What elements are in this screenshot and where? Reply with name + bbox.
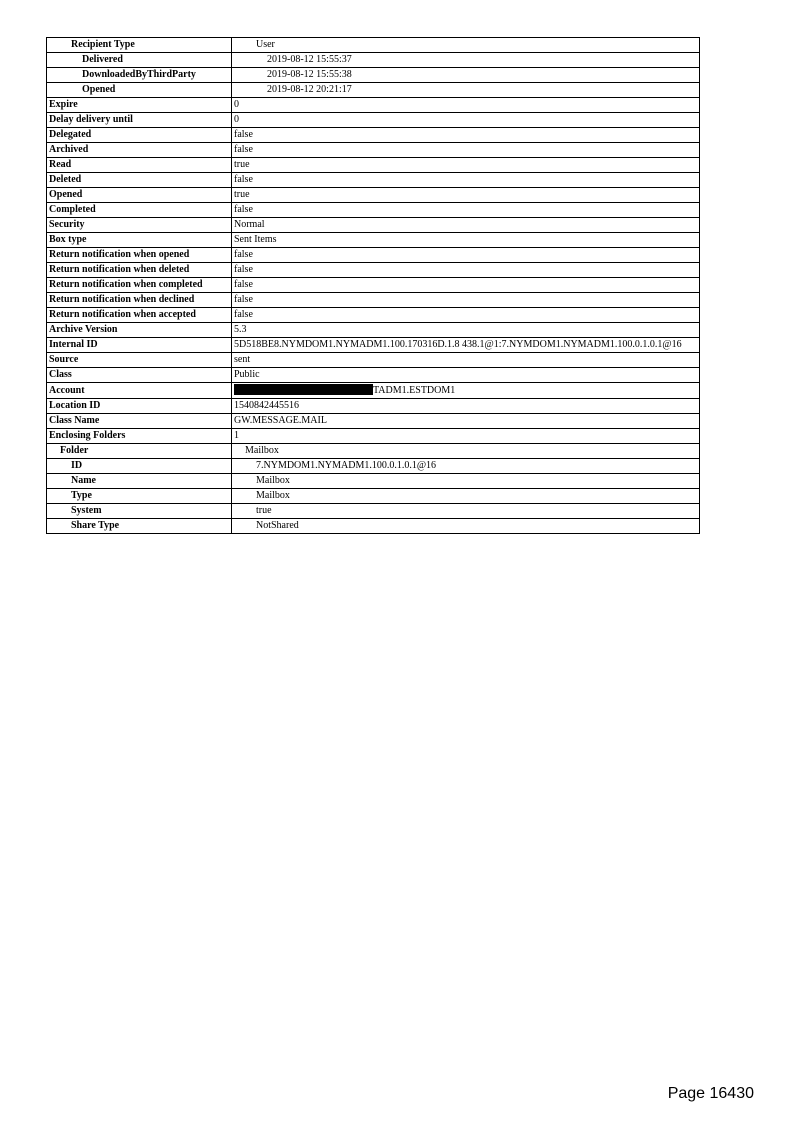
table-row [47,143,700,158]
table-row [47,429,700,444]
table-row [47,98,700,113]
property-value: 2019-08-12 15:55:37 [232,53,700,68]
property-key: Internal ID [47,338,232,353]
property-key: Enclosing Folders [47,429,232,444]
property-key: Class Name [47,414,232,429]
property-value: 0 [232,113,700,128]
property-value: NotShared [232,519,700,534]
table-row [47,444,700,459]
table-row [47,218,700,233]
properties-table [46,37,700,534]
property-value: 5.3 [232,323,700,338]
table-row [47,128,700,143]
property-key: Name [47,474,232,489]
table-row [47,248,700,263]
property-key: Folder [47,444,232,459]
property-key: Delegated [47,128,232,143]
property-value: 1540842445516 [232,399,700,414]
property-value: false [232,203,700,218]
table-row [47,53,700,68]
property-value: 5D518BE8.NYMDOM1.NYMADM1.100.170316D.1.8 438.1@1:7.NYMDOM1.NYMADM1.100.0.1.0.1@16 [232,338,700,353]
property-value: 2019-08-12 20:21:17 [232,83,700,98]
property-value: false [232,308,700,323]
property-value: false [232,278,700,293]
table-row [47,173,700,188]
property-value: false [232,293,700,308]
property-key: Archive Version [47,323,232,338]
table-row [47,113,700,128]
table-row [47,203,700,218]
table-row [47,158,700,173]
property-key: Expire [47,98,232,113]
property-key: Archived [47,143,232,158]
property-value: Normal [232,218,700,233]
property-key: Share Type [47,519,232,534]
property-value: Mailbox [232,444,700,459]
property-key: System [47,504,232,519]
table-row [47,414,700,429]
table-row [47,383,700,399]
table-row [47,353,700,368]
table-row [47,188,700,203]
property-value: false [232,128,700,143]
property-key: Opened [47,188,232,203]
table-row [47,68,700,83]
property-value: Mailbox [232,489,700,504]
table-row [47,368,700,383]
property-key: ID [47,459,232,474]
property-key: Class [47,368,232,383]
property-key: Security [47,218,232,233]
property-key: Recipient Type [47,38,232,53]
property-value: Public [232,368,700,383]
property-value: Sent Items [232,233,700,248]
table-row [47,263,700,278]
property-value: false [232,143,700,158]
table-row [47,83,700,98]
property-key: Source [47,353,232,368]
property-value: true [232,504,700,519]
property-key: Read [47,158,232,173]
table-row [47,38,700,53]
table-row [47,338,700,353]
property-key: Return notification when declined [47,293,232,308]
page-number: Page 16430 [667,1085,754,1102]
table-row [47,459,700,474]
redaction-block [234,384,373,395]
property-value: User [232,38,700,53]
table-row [47,489,700,504]
table-row [47,519,700,534]
property-value: false [232,173,700,188]
table-row [47,323,700,338]
property-key: Deleted [47,173,232,188]
property-value: GW.MESSAGE.MAIL [232,414,700,429]
property-value: false [232,263,700,278]
property-value: 2019-08-12 15:55:38 [232,68,700,83]
property-value [232,383,700,399]
property-value: 0 [232,98,700,113]
property-key: Return notification when deleted [47,263,232,278]
table-row [47,293,700,308]
table-row [47,504,700,519]
property-key: Account [47,383,232,399]
property-value: false [232,248,700,263]
table-row [47,278,700,293]
property-value: true [232,158,700,173]
account-value: TADM1.ESTDOM1 [373,385,456,396]
table-row [47,399,700,414]
property-key: DownloadedByThirdParty [47,68,232,83]
table-row [47,474,700,489]
property-key: Delay delivery until [47,113,232,128]
property-key: Return notification when completed [47,278,232,293]
property-key: Location ID [47,399,232,414]
property-key: Box type [47,233,232,248]
property-key: Type [47,489,232,504]
property-value: 1 [232,429,700,444]
table-row [47,308,700,323]
property-key: Return notification when opened [47,248,232,263]
property-value: Mailbox [232,474,700,489]
property-key: Completed [47,203,232,218]
property-key: Return notification when accepted [47,308,232,323]
property-key: Delivered [47,53,232,68]
table-row [47,233,700,248]
property-key: Opened [47,83,232,98]
property-value: sent [232,353,700,368]
property-value: true [232,188,700,203]
property-value: 7.NYMDOM1.NYMADM1.100.0.1.0.1@16 [232,459,700,474]
